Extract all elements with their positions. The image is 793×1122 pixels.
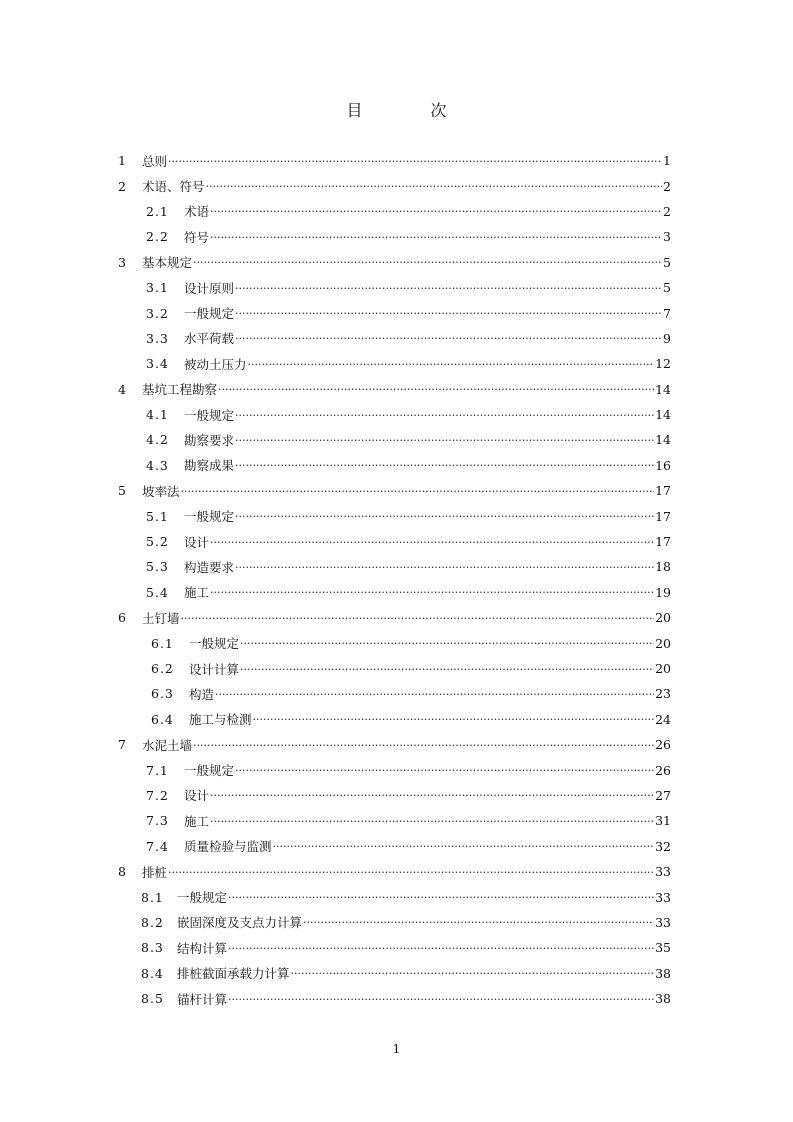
toc-entry-page: 1 [663, 153, 671, 169]
toc-entry-page: 38 [655, 965, 671, 981]
toc-entry-number: 7.4 [146, 838, 169, 854]
toc-dot-leader [235, 460, 654, 472]
toc-entry-number: 8.2 [141, 914, 164, 930]
toc-dot-leader [235, 333, 662, 345]
toc-entry-label: 施工 [184, 585, 210, 601]
toc-entry-page: 33 [655, 914, 671, 930]
toc-list [0, 148, 793, 1011]
toc-entry-number: 3.2 [146, 305, 169, 321]
toc-entry[interactable] [0, 554, 793, 579]
toc-dot-leader [193, 740, 654, 752]
toc-dot-leader [206, 181, 663, 193]
toc-entry-page: 27 [655, 787, 671, 803]
toc-entry-label: 一般规定 [184, 763, 235, 779]
toc-entry-page: 23 [655, 686, 671, 702]
toc-entry-label: 总则 [142, 153, 168, 169]
toc-entry-label: 基本规定 [142, 255, 193, 271]
toc-dot-leader [228, 943, 654, 955]
toc-dot-leader [235, 562, 654, 574]
toc-entry[interactable] [0, 503, 793, 528]
toc-entry-label: 排桩 [142, 864, 168, 880]
toc-entry-number: 3.1 [146, 280, 169, 296]
toc-entry-label: 一般规定 [177, 890, 228, 906]
toc-entry[interactable] [0, 275, 793, 300]
toc-entry-page: 14 [655, 381, 671, 397]
toc-entry-number: 5.3 [146, 559, 169, 575]
toc-dot-leader [291, 968, 655, 980]
toc-entry-page: 26 [655, 737, 671, 753]
toc-entry-label: 一般规定 [184, 407, 235, 423]
toc-entry[interactable] [0, 884, 793, 909]
toc-entry-label: 术语 [184, 204, 210, 220]
toc-entry[interactable] [0, 605, 793, 630]
toc-entry[interactable] [0, 427, 793, 452]
toc-entry-number: 3.3 [146, 330, 169, 346]
toc-entry-page: 17 [655, 534, 671, 550]
toc-entry-page: 31 [655, 813, 671, 829]
toc-dot-leader [235, 308, 662, 320]
toc-entry-label: 符号 [184, 229, 210, 245]
toc-dot-leader [228, 994, 654, 1006]
toc-entry-number: 4.3 [146, 457, 169, 473]
toc-dot-leader [210, 816, 654, 828]
toc-entry[interactable] [0, 453, 793, 478]
toc-dot-leader [303, 917, 654, 929]
toc-entry-page: 2 [663, 203, 671, 219]
toc-entry-page: 38 [655, 991, 671, 1007]
toc-entry[interactable] [0, 961, 793, 986]
toc-entry-page: 18 [655, 559, 671, 575]
toc-dot-leader [210, 232, 662, 244]
toc-entry-label: 一般规定 [189, 636, 240, 652]
toc-entry[interactable] [0, 580, 793, 605]
toc-dot-leader [273, 841, 655, 853]
toc-entry[interactable] [0, 732, 793, 757]
toc-entry-number: 6.3 [151, 686, 174, 702]
toc-entry-number: 8.4 [141, 965, 164, 981]
toc-entry[interactable] [0, 935, 793, 960]
toc-entry[interactable] [0, 173, 793, 198]
toc-entry-page: 14 [655, 432, 671, 448]
toc-entry-page: 32 [655, 838, 671, 854]
toc-entry-number: 8.5 [141, 991, 164, 1007]
toc-entry[interactable] [0, 478, 793, 503]
toc-entry[interactable] [0, 326, 793, 351]
toc-entry-label: 基坑工程勘察 [142, 382, 218, 398]
toc-entry-label: 勘察要求 [184, 432, 235, 448]
toc-entry-page: 20 [655, 635, 671, 651]
toc-entry-number: 7.1 [146, 762, 169, 778]
toc-entry-number: 5.4 [146, 584, 169, 600]
toc-entry-label: 设计计算 [189, 661, 240, 677]
toc-dot-leader [210, 206, 662, 218]
toc-entry-label: 构造要求 [184, 559, 235, 575]
toc-entry-label: 一般规定 [184, 509, 235, 525]
toc-entry-number: 3 [118, 254, 127, 270]
toc-entry[interactable] [0, 808, 793, 833]
toc-entry-label: 坡率法 [142, 483, 180, 499]
toc-entry-page: 5 [663, 280, 671, 296]
toc-entry-number: 7 [118, 737, 127, 753]
toc-entry-page: 33 [655, 864, 671, 880]
toc-entry-page: 9 [663, 330, 671, 346]
toc-dot-leader [228, 892, 654, 904]
toc-entry-page: 20 [655, 610, 671, 626]
toc-entry-page: 20 [655, 661, 671, 676]
toc-entry[interactable] [0, 224, 793, 249]
toc-entry-number: 6.2 [151, 661, 174, 676]
toc-entry-label: 质量检验与监测 [184, 839, 272, 855]
toc-entry-number: 1 [118, 153, 127, 169]
toc-entry[interactable] [0, 377, 793, 402]
toc-dot-leader [210, 790, 654, 802]
toc-dot-leader [218, 384, 654, 396]
toc-entry-label: 土钉墙 [142, 610, 180, 626]
toc-entry-number: 4 [118, 381, 127, 397]
toc-entry-page: 16 [655, 457, 671, 473]
toc-dot-leader [235, 283, 662, 295]
toc-entry-page: 19 [655, 584, 671, 600]
toc-entry[interactable] [0, 783, 793, 808]
toc-entry-page: 33 [655, 889, 671, 905]
toc-entry-number: 2.1 [146, 203, 169, 219]
toc-entry-label: 嵌固深度及支点力计算 [177, 915, 303, 931]
toc-entry-label: 设计 [184, 788, 210, 804]
toc-entry[interactable] [0, 199, 793, 224]
toc-dot-leader [215, 689, 654, 701]
toc-entry-number: 6.1 [151, 635, 174, 651]
toc-dot-leader [168, 156, 662, 168]
toc-entry-page: 12 [655, 356, 671, 372]
toc-entry[interactable] [0, 402, 793, 427]
toc-entry-number: 5 [118, 483, 127, 499]
toc-entry-label: 水泥土墙 [142, 737, 193, 753]
toc-entry[interactable] [0, 148, 793, 173]
toc-entry-number: 2.2 [146, 229, 169, 245]
toc-dot-leader [210, 587, 654, 599]
toc-entry-page: 3 [663, 229, 671, 245]
toc-entry-label: 被动土压力 [184, 356, 247, 372]
toc-entry[interactable] [0, 681, 793, 706]
toc-dot-leader [235, 765, 654, 777]
toc-entry-page: 2 [663, 178, 671, 194]
toc-entry-number: 7.3 [146, 813, 169, 829]
toc-entry[interactable] [0, 630, 793, 655]
toc-title: 目 次 [346, 101, 473, 120]
toc-entry-label: 构造 [189, 686, 215, 702]
toc-entry[interactable] [0, 910, 793, 935]
page-number: 1 [392, 1042, 401, 1056]
toc-entry[interactable] [0, 656, 793, 681]
toc-entry-label: 排桩截面承载力计算 [177, 966, 290, 982]
toc-entry-number: 8 [118, 864, 127, 880]
toc-entry-label: 一般规定 [184, 306, 235, 322]
toc-dot-leader [253, 714, 655, 726]
toc-dot-leader [181, 613, 655, 625]
toc-dot-leader [248, 359, 655, 371]
toc-dot-leader [240, 638, 654, 650]
toc-entry[interactable] [0, 986, 793, 1011]
toc-entry-page: 17 [655, 483, 671, 499]
toc-entry-page: 5 [663, 254, 671, 270]
toc-dot-leader [240, 664, 654, 676]
toc-entry-number: 3.4 [146, 356, 169, 372]
toc-entry-label: 结构计算 [177, 940, 228, 956]
toc-entry-number: 6.4 [151, 711, 174, 727]
toc-entry-label: 术语、符号 [142, 179, 205, 195]
toc-entry-number: 5.2 [146, 534, 169, 550]
toc-dot-leader [235, 435, 654, 447]
toc-dot-leader [168, 867, 654, 879]
toc-dot-leader [181, 486, 655, 498]
toc-dot-leader [235, 511, 654, 523]
toc-entry-label: 勘察成果 [184, 458, 235, 474]
toc-entry-page: 14 [655, 407, 671, 423]
toc-entry-page: 7 [663, 305, 671, 321]
toc-entry-number: 7.2 [146, 787, 169, 803]
toc-entry-label: 锚杆计算 [177, 991, 228, 1007]
toc-entry[interactable] [0, 250, 793, 275]
toc-entry-label: 施工 [184, 813, 210, 829]
toc-dot-leader [235, 410, 654, 422]
toc-entry-number: 2 [118, 178, 127, 194]
toc-entry[interactable] [0, 300, 793, 325]
toc-entry[interactable] [0, 859, 793, 884]
toc-entry-page: 24 [655, 711, 671, 727]
toc-entry-label: 设计原则 [184, 280, 235, 296]
toc-entry-number: 8.3 [141, 940, 164, 956]
toc-entry-number: 4.2 [146, 432, 169, 448]
toc-entry-number: 8.1 [141, 889, 164, 905]
toc-dot-leader [193, 257, 662, 269]
toc-entry[interactable] [0, 757, 793, 782]
toc-entry-label: 设计 [184, 534, 210, 550]
toc-entry-number: 5.1 [146, 508, 169, 524]
toc-entry[interactable] [0, 351, 793, 376]
toc-entry[interactable] [0, 834, 793, 859]
toc-entry-page: 35 [655, 940, 671, 956]
toc-entry-page: 17 [655, 508, 671, 524]
toc-entry-number: 6 [118, 610, 127, 626]
toc-entry[interactable] [0, 529, 793, 554]
toc-entry[interactable] [0, 707, 793, 732]
toc-entry-number: 4.1 [146, 407, 169, 423]
toc-entry-label: 施工与检测 [189, 712, 252, 728]
toc-entry-label: 水平荷载 [184, 331, 235, 347]
toc-entry-page: 26 [655, 762, 671, 778]
toc-dot-leader [210, 537, 654, 549]
